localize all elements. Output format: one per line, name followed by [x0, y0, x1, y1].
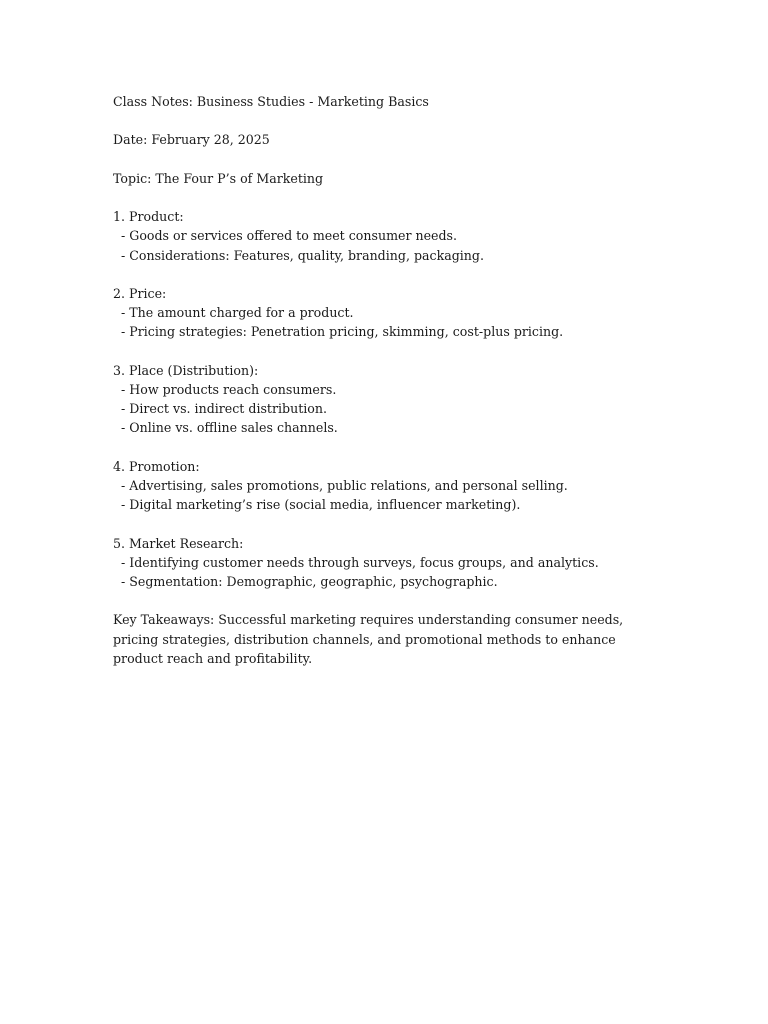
notes-date: Date: February 28, 2025 [113, 132, 270, 148]
topic-block [113, 169, 658, 188]
section-heading: 2. Price: [113, 285, 167, 301]
key-takeaways [113, 610, 658, 668]
bullet-item: - Digital marketing’s rise (social media, influencer marketing). [121, 497, 521, 513]
notes-title: Class Notes: Business Studies - Marketing Basics [113, 94, 429, 109]
section-heading: 1. Product: [113, 209, 184, 225]
bullet-item: - Goods or services offered to meet consumer needs. [121, 228, 458, 244]
date-block [113, 130, 658, 149]
bullet-item: - How products reach consumers. [121, 381, 337, 397]
bullet-item: - Advertising, sales promotions, public relations, and personal selling. [121, 477, 568, 493]
bullet-item: - Online vs. offline sales channels. [121, 420, 338, 436]
section-heading: 5. Market Research: [113, 535, 244, 551]
document-header [113, 92, 658, 111]
notes-topic: Topic: The Four P’s of Marketing [113, 170, 324, 186]
section-heading: 3. Place (Distribution): [113, 362, 259, 378]
bullet-item: - Segmentation: Demographic, geographic, psychographic. [121, 573, 498, 589]
section-promotion [113, 457, 658, 515]
bullet-item: - The amount charged for a product. [121, 305, 354, 321]
section-price [113, 284, 658, 342]
bullet-item: - Considerations: Features, quality, branding, packaging. [121, 247, 484, 263]
section-product [113, 207, 658, 265]
bullet-item: - Pricing strategies: Penetration pricing, skimming, cost-plus pricing. [121, 324, 564, 340]
bullet-item: - Direct vs. indirect distribution. [121, 401, 327, 417]
section-market-research [113, 534, 658, 592]
section-heading: 4. Promotion: [113, 458, 200, 474]
section-place [113, 361, 658, 438]
bullet-item: - Identifying customer needs through surveys, focus groups, and analytics. [121, 554, 599, 570]
document-page [113, 92, 658, 687]
takeaways-text: Key Takeaways: Successful marketing requires understanding consumer needs, pricing strategies, distribution channels, and promotional methods to enhance product reach and profitability. [113, 612, 624, 666]
